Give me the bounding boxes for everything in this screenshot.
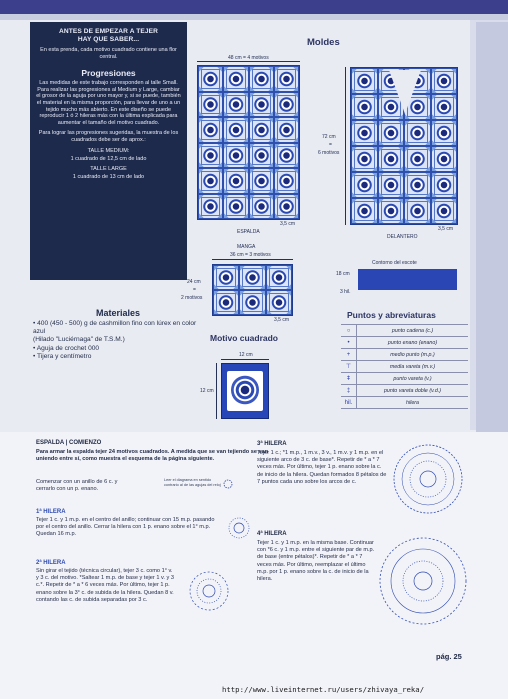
- motif-square-cell: [198, 117, 223, 143]
- motif-square-cell: [274, 92, 299, 118]
- espalda-width-label: 48 cm = 4 motivos: [228, 55, 269, 61]
- motif-square-cell: [223, 117, 248, 143]
- contorno-label: Contorno del escote: [372, 260, 417, 266]
- espalda-comienzo-heading: ESPALDA | COMIENZO: [36, 440, 102, 446]
- motivo-height-line: [216, 363, 217, 419]
- delantero-height-label: 72 cm: [322, 134, 336, 140]
- motif-square-cell: [404, 198, 431, 224]
- motivo-width-label: 12 cm: [239, 352, 253, 358]
- motif-square-cell: [213, 265, 239, 290]
- motif-square-cell: [431, 94, 458, 120]
- motif-square-cell: [198, 168, 223, 194]
- motif-square-cell: [274, 168, 299, 194]
- motif-square-cell: [274, 66, 299, 92]
- abbr-row: [341, 337, 468, 349]
- materials-block: [33, 308, 203, 361]
- motif-square-cell: [404, 120, 431, 146]
- delantero-edge-label: 3,5 cm: [438, 226, 454, 232]
- hilera-1-text: Tejer 1 c. y 1 m.p. en el centro del anillo; continuar con 15 m.p. pasando por el centro del anillo. Cerrar la hilera con 1 p. enano sobre el 1° m.p. Quedan 16 m.p.: [36, 517, 215, 538]
- hilera-4-text: Tejer 1 c. y 1 m.p. en la misma base. Continuar con *6 c. y 1 m.p. entre el siguiente par de m.p. de base (entre pétalos)*. Repetir de * a * 7 veces más. Por último, reemplazar el último m.p. por 1 p. enano sobre la c. de inicio de la hilera.: [257, 540, 375, 583]
- stitch-symbol-icon: ⊤: [341, 361, 357, 372]
- manga-height-motifs: 2 motivos: [181, 295, 203, 301]
- abbr-row: [341, 349, 468, 361]
- espalda-label: ESPALDA: [237, 229, 260, 235]
- motif-square-cell: [404, 146, 431, 172]
- contorno-strip: [358, 269, 457, 290]
- motivo-square: [221, 363, 269, 419]
- comienzo-text: Comenzar con un anillo de 6 c. y cerrarlo con un p. enano.: [36, 479, 118, 493]
- talle-medium-label: TALLE MEDIUM:: [87, 147, 130, 154]
- hilera-2-text: Sin girar el tejido (técnica circular), tejer 3 c. como 1° v. y 3 c. del motivo. *Saltear 1 m.p. de base y tejer 1 v. y 3 c.*. Repetir de * a * 6 veces más. Por último, tejer 1 p. enano sobre la 3° c. de subida de la hilera. Quedan 8 v. contando las c. de subida separadas por 3 c.: [36, 568, 174, 603]
- motif-square-cell: [351, 198, 378, 224]
- abbr-table: [341, 324, 468, 409]
- progresiones-text-2: Para lograr las progresiones sugeridas, la muestra de los cuadrados debe ser de aprox.:: [38, 130, 179, 143]
- abbr-text: medio punto (m.p.): [390, 351, 435, 358]
- talle-medium-value: 1 cuadrado de 12,5 cm de lado: [70, 156, 147, 163]
- motif-square-cell: [213, 290, 239, 315]
- motif-square-cell: [249, 92, 274, 118]
- abbr-text: media vareta (m.v.): [389, 363, 436, 370]
- espalda-intro: Para armar la espalda tejer 24 motivos cuadrados. A medida que se van tejiendo se van uniendo entre sí, como muestra el esquema de la página siguiente.: [36, 449, 269, 463]
- espalda-edge-label: 3,5 cm: [280, 221, 296, 227]
- abbr-row: [341, 325, 468, 337]
- top-light-band: [0, 14, 508, 20]
- materials-item: • Aguja de crochet 000: [33, 344, 100, 352]
- espalda-width-line: [197, 61, 300, 62]
- hilera-1-heading: 1ª HILERA: [36, 509, 66, 515]
- motif-square-cell: [223, 143, 248, 169]
- manga-width-line: [212, 259, 293, 260]
- stitch-symbol-icon: ○: [341, 325, 357, 336]
- motif-square-cell: [378, 146, 405, 172]
- hilera-3-diagram: [390, 441, 466, 517]
- materials-item: (Hilado "Luciérnaga" de T.S.M.): [33, 336, 125, 344]
- manga-pattern: [212, 264, 293, 316]
- start-ring-diagram: [222, 478, 234, 490]
- stitch-symbol-icon: +: [341, 349, 357, 360]
- motif-square-cell: [351, 172, 378, 198]
- flower-icon: [231, 375, 259, 405]
- motif-square-cell: [378, 120, 405, 146]
- abbr-row: [341, 373, 468, 385]
- abbr-text: punto cadena (c.): [391, 327, 434, 334]
- contorno-length: 18 cm: [336, 271, 350, 277]
- motif-square-cell: [431, 68, 458, 94]
- abbr-row: [341, 361, 468, 373]
- motivo-heading: Motivo cuadrado: [210, 333, 279, 343]
- motif-square-cell: [274, 194, 299, 220]
- delantero-height-eq: =: [329, 142, 332, 148]
- abbr-heading: Puntos y abreviaturas: [347, 310, 436, 320]
- motif-square-cell: [274, 143, 299, 169]
- motif-square-cell: [249, 143, 274, 169]
- moldes-heading: Moldes: [307, 37, 340, 48]
- stitch-symbol-icon: hil.: [341, 397, 357, 408]
- motif-square-cell: [266, 265, 292, 290]
- abbr-row: [341, 385, 468, 397]
- hilera-3-text: Tejer 1 c.; *1 m.p., 1 m.v., 3 v., 1 m.v. y 1 m.p. en el siguiente arco de 3 c. de base*. Repetir de * a * 7 veces más. Por último, tejer 1 p. enano sobre la c. de inicio de la hilera. Quedan formados 8 pétalos de 7 puntos cada uno sobre los arcos de c.: [257, 450, 387, 485]
- delantero-height-line: [345, 67, 346, 225]
- abbr-text: punto enano (enano): [387, 339, 438, 346]
- panel-title-line-2: HAY QUE SABER...: [77, 36, 140, 43]
- motif-square-cell: [198, 194, 223, 220]
- materials-item: • Tijera y centímetro: [33, 352, 92, 360]
- motif-square-cell: [239, 265, 265, 290]
- hilera-2-diagram: [186, 568, 232, 614]
- contorno-rows: 3 hil.: [340, 289, 351, 295]
- delantero-label: DELANTERO: [387, 234, 418, 240]
- manga-height-eq: =: [193, 287, 196, 293]
- diagram-note: Leer el diagrama en sentido contrario al de las agujas del reloj: [164, 478, 221, 487]
- manga-label: MANGA: [237, 244, 256, 250]
- motif-square-cell: [351, 120, 378, 146]
- motif-square-cell: [198, 66, 223, 92]
- manga-height-label: 24 cm: [187, 279, 201, 285]
- hilera-1-diagram: [225, 514, 253, 542]
- motif-square-cell: [351, 146, 378, 172]
- progresiones-heading: Progresiones: [81, 68, 136, 79]
- manga-width-label: 36 cm = 3 motivos: [230, 252, 271, 258]
- talle-large-value: 1 cuadrado de 13 cm de lado: [72, 174, 145, 181]
- motif-square-cell: [249, 194, 274, 220]
- motif-square-cell: [198, 143, 223, 169]
- motif-square-cell: [223, 168, 248, 194]
- watermark-url: http://www.liveinternet.ru/users/zhivaya_reka/: [222, 685, 425, 694]
- motif-square-cell: [351, 68, 378, 94]
- abbr-text: punto vareta (v.): [393, 375, 432, 382]
- delantero-height-motifs: 6 motivos: [318, 150, 340, 156]
- panel-intro: En esta prenda, cada motivo cuadrado contiene una flor central.: [40, 47, 177, 60]
- abbr-text: punto vareta doble (v.d.): [383, 387, 442, 394]
- manga-edge-label: 3,5 cm: [274, 317, 290, 323]
- hilera-2-heading: 2ª HILERA: [36, 560, 66, 566]
- progresiones-text: Las medidas de este trabajo corresponden al talle Small. Para realizar las progresiones al Medium y Large, cambiar el grosor de la aguja por uno mayor y, si se puede, también el material en la misma proporción, para llevar de uno a un tejido mucho más abierto. En este diseño se puede reproducir 1 ó 2 hileras más con la última explicada para aumentar el tamaño del motivo cuadrado.: [36, 80, 181, 126]
- espalda-pattern: [197, 65, 300, 220]
- motif-square-cell: [249, 66, 274, 92]
- motif-square-cell: [378, 198, 405, 224]
- stitch-symbol-icon: ǂ: [341, 373, 357, 384]
- motif-square-cell: [431, 198, 458, 224]
- motif-square-cell: [431, 146, 458, 172]
- motif-square-cell: [404, 172, 431, 198]
- motivo-width-line: [221, 359, 269, 360]
- top-color-band: [0, 0, 508, 14]
- motif-square-cell: [266, 290, 292, 315]
- motif-square-cell: [249, 117, 274, 143]
- motif-square-cell: [274, 117, 299, 143]
- abbr-row: [341, 397, 468, 409]
- hilera-3-heading: 3ª HILERA: [257, 441, 287, 447]
- motif-square-cell: [198, 92, 223, 118]
- motif-square-cell: [223, 194, 248, 220]
- materials-item: • 400 (450 - 500) g de cashmillon fino con lúrex en color azul: [33, 320, 197, 336]
- page-number: pág. 25: [436, 652, 462, 661]
- abbr-text: hilera: [406, 399, 419, 406]
- motif-square-cell: [239, 290, 265, 315]
- motif-square-cell: [351, 94, 378, 120]
- talle-large-label: TALLE LARGE: [90, 165, 127, 172]
- motif-square-cell: [223, 92, 248, 118]
- motif-square-cell: [249, 168, 274, 194]
- motif-square-cell: [431, 172, 458, 198]
- motif-square-cell: [223, 66, 248, 92]
- stitch-symbol-icon: •: [341, 337, 357, 348]
- panel-title-line-1: ANTES DE EMPEZAR A TEJER: [59, 28, 158, 35]
- materials-heading: Materiales: [95, 308, 141, 318]
- right-margin-stripe-inner: [476, 22, 508, 432]
- info-panel: [30, 22, 187, 280]
- materials-list: [33, 320, 203, 361]
- hilera-4-diagram: [376, 534, 470, 628]
- motivo-height-label: 12 cm: [200, 388, 214, 394]
- motif-square-cell: [431, 120, 458, 146]
- hilera-4-heading: 4ª HILERA: [257, 531, 287, 537]
- stitch-symbol-icon: ‡: [341, 385, 357, 396]
- motif-square-cell: [378, 172, 405, 198]
